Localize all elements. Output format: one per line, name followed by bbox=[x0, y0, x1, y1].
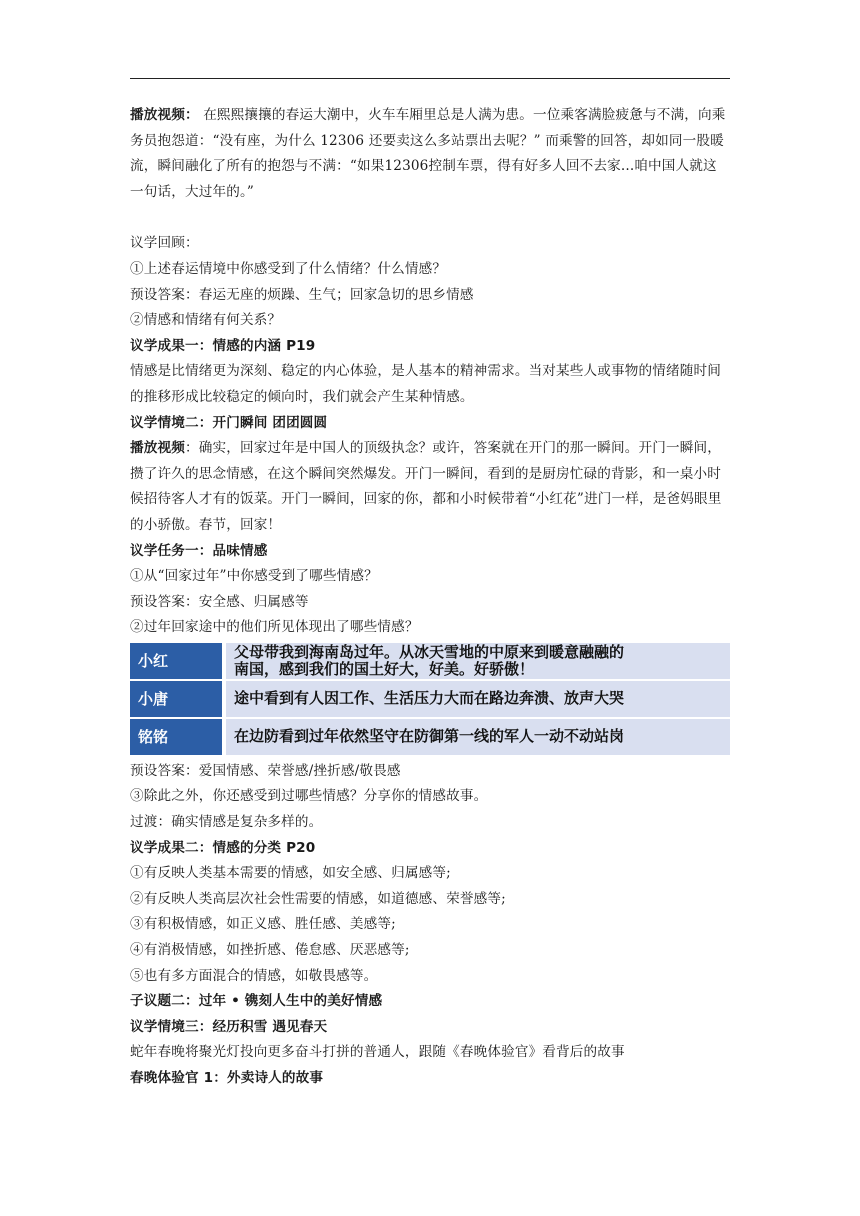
answer-3: 预设答案：爱国情感、荣誉感/挫折感/敬畏感 bbox=[130, 762, 401, 779]
table-text-cell: 在边防看到过年依然坚守在防御第一线的军人一动不动站岗 bbox=[226, 718, 730, 756]
question-4: ②过年回家途中的他们所见体现出了哪些情感？ bbox=[130, 619, 419, 636]
category-item: ④有消极情感，如挫折感、倦怠感、厌恶感等; bbox=[130, 942, 410, 959]
definition-paragraph: 情感是比情绪更为深刻、稳定的内心体验，是人基本的精神需求。当对某些人或事物的情绪随时间的推移形成比较稳定的倾向时，我们就会产生某种情感。 bbox=[130, 363, 721, 405]
table-row bbox=[130, 718, 730, 756]
sub-topic-heading: 子议题二：过年 • 镌刻人生中的美好情感 bbox=[130, 993, 383, 1010]
category-item: ⑤也有多方面混合的情感，如敬畏感等。 bbox=[130, 967, 378, 984]
review-title: 议学回顾： bbox=[130, 235, 199, 252]
answer-2: 预设答案：安全感、归属感等 bbox=[130, 593, 309, 610]
scenario-3-paragraph: 蛇年春晚将聚光灯投向更多奋斗打拼的普通人，跟随《春晚体验官》看背后的故事 bbox=[130, 1044, 625, 1061]
answer-1: 预设答案：春运无座的烦躁、生气；回家急切的思乡情感 bbox=[130, 286, 474, 303]
table-name-cell: 小红 bbox=[130, 643, 222, 680]
category-item: ②有反映人类高层次社会性需要的情感，如道德感、荣誉感等; bbox=[130, 890, 506, 907]
section-heading-result-2: 议学成果二：情感的分类 P20 bbox=[130, 839, 316, 856]
table-text-cell: 父母带我到海南岛过年。从冰天雪地的中原来到暖意融融的 南国，感到我们的国土好大，好美。好骄傲！ bbox=[226, 643, 730, 680]
table-row bbox=[130, 643, 730, 680]
section-heading-scenario-2: 议学情境二：开门瞬间 团团圆圆 bbox=[130, 414, 328, 431]
table-row bbox=[130, 680, 730, 718]
video-paragraph-1: 播放视频： 在熙熙攘攘的春运大潮中，火车车厢里总是人满为患。一位乘客满脸疲惫与不满，向乘务员抱怨道：“没有座，为什么 12306 还要卖这么多站票出去呢？” 而乘警的回答，却如同一股暖流，瞬间融化了所有的抱怨与不满：“如果12306控制车票，得有好多人回不去家...咱中国人就这一句话，大过年的。” bbox=[130, 107, 726, 200]
blank-line bbox=[130, 205, 730, 231]
section-heading-result-1: 议学成果一：情感的内涵 P19 bbox=[130, 337, 316, 354]
question-5: ③除此之外，你还感受到过哪些情感？分享你的情感故事。 bbox=[130, 788, 488, 805]
header-rule bbox=[130, 78, 730, 79]
table-text-cell: 途中看到有人因工作、生活压力大而在路边奔溃、放声大哭 bbox=[226, 680, 730, 718]
scenario-table bbox=[130, 643, 730, 757]
video-paragraph-2: 播放视频：确实，回家过年是中国人的顶级执念？或许，答案就在开门的那一瞬间。开门一瞬间，攒了许久的思念情感，在这个瞬间突然爆发。开门一瞬间，看到的是厨房忙碌的背影，和一桌小时候招待客人才有的饭菜。开门一瞬间，回家的你，都和小时候带着“小红花”进门一样，是爸妈眼里的小骄傲。春节，回家！ bbox=[130, 440, 722, 533]
section-heading-scenario-3: 议学情境三：经历积雪 遇见春天 bbox=[130, 1018, 328, 1035]
question-3: ①从“回家过年”中你感受到了哪些情感？ bbox=[130, 568, 378, 585]
question-1: ①上述春运情境中你感受到了什么情绪？什么情感？ bbox=[130, 260, 447, 277]
category-item: ③有积极情感，如正义感、胜任感、美感等; bbox=[130, 916, 396, 933]
transition-text: 过渡：确实情感是复杂多样的。 bbox=[130, 814, 323, 831]
table-name-cell: 铭铭 bbox=[130, 718, 222, 756]
section-heading-experiencer-1: 春晚体验官 1：外卖诗人的故事 bbox=[130, 1070, 324, 1086]
table-name-cell: 小唐 bbox=[130, 680, 222, 718]
document-body bbox=[130, 103, 730, 1092]
category-item: ①有反映人类基本需要的情感，如安全感、归属感等; bbox=[130, 865, 451, 882]
section-heading-task-1: 议学任务一：品味情感 bbox=[130, 542, 268, 559]
question-2: ②情感和情绪有何关系？ bbox=[130, 312, 282, 329]
